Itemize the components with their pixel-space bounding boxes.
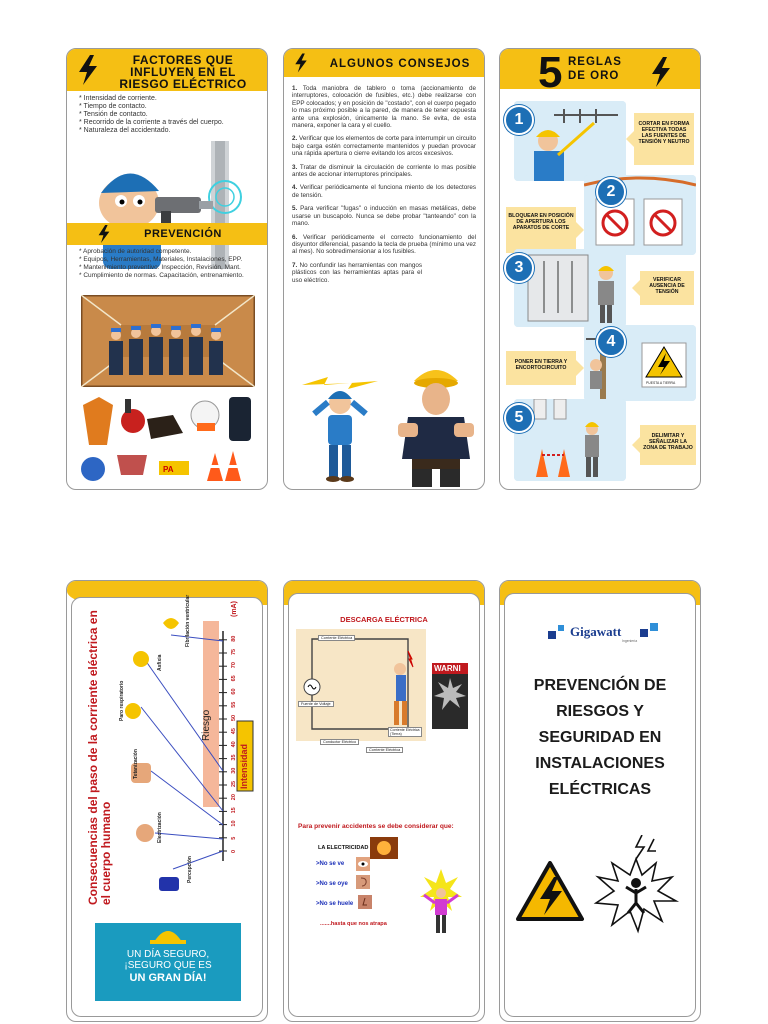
nose-icon — [358, 895, 372, 909]
lightning-bolt-icon — [77, 55, 99, 85]
cover-title-line-2: RIESGOS Y — [556, 703, 644, 720]
banner-line-1: UN DÍA SEGURO, — [126, 949, 210, 960]
axis-tick-label: 40 — [231, 741, 237, 748]
axis-tick-label: 25 — [231, 780, 237, 787]
label-body-current: Corriente Eléctrica (Tierra) — [388, 727, 422, 737]
inner-frame — [504, 593, 696, 1017]
rule-4-label: PONER EN TIERRA Y ENCORTOCIRCUITO — [506, 351, 576, 385]
risk-factor-item: * Tiempo de contacto. — [79, 103, 259, 111]
panel-tips — [283, 48, 485, 490]
axis-tick-label: 50 — [231, 714, 237, 721]
axis-tick-label: 80 — [231, 635, 237, 642]
prevention-item: * Cumplimiento de normas. Capacitación, entrenamiento. — [79, 272, 259, 280]
tape-text: PA — [163, 465, 174, 474]
hardhat-icon — [150, 926, 186, 944]
electrocuted-person-icon — [418, 867, 464, 939]
effects-title: Consecuencias del paso de la corriente eléctrica en el cuerpo humano — [86, 610, 113, 905]
sign-caption: PUESTA A TIERRA — [646, 381, 676, 385]
tip-item — [292, 85, 476, 129]
effect-label: Paro respiratorio — [119, 680, 125, 721]
ear-icon — [356, 875, 370, 889]
electricity-image — [370, 837, 398, 859]
brand-squares-right-icon — [640, 621, 660, 639]
tip-number: 2. — [292, 135, 298, 143]
risk-factors-title: FACTORES QUE INFLUYEN EN EL RIESGO ELÉCTRICO — [119, 53, 247, 91]
rule-1-number: 1 — [504, 105, 534, 135]
axis-tick-label: 5 — [231, 836, 237, 840]
label-conductor: Conductor Eléctrico — [320, 739, 359, 745]
prevention-list — [79, 248, 259, 280]
lightning-bolt-icon — [650, 57, 672, 87]
warning-sign — [432, 663, 468, 729]
golden-rules-number: 5 — [538, 48, 563, 97]
axis-ticks — [219, 636, 237, 853]
prevention-item: * Equipos, Herramientas, Materiales, Instalaciones, EPP. — [79, 256, 259, 264]
rule-1-label: CORTAR EN FORMA EFECTIVA TODAS LAS FUENTES DE TENSIÓN Y NEUTRO — [634, 113, 694, 165]
prevention-item: * Mantenimiento preventivo: Inspección, Revisión, Mant. — [79, 264, 259, 272]
electrician-thumbs-up-illustration — [298, 375, 382, 487]
risk-factor-item: * Recorrido de la corriente a través del cuerpo. — [79, 119, 259, 127]
panel-cover — [499, 580, 701, 1022]
cover-title — [500, 673, 700, 803]
rule-4-number: 4 — [596, 327, 626, 357]
header-tips — [284, 49, 484, 77]
axis-tick-label: 65 — [231, 675, 237, 682]
point-not-smelled: >No se huele — [316, 901, 354, 907]
rule-2-label: BLOQUEAR EN POSICIÓN DE APERTURA LOS APARATOS DE CORTE — [506, 207, 576, 253]
rule-2-number: 2 — [596, 177, 626, 207]
risk-factor-item: * Naturaleza del accidentado. — [79, 127, 259, 135]
closing-text: .......hasta que nos atrapa — [320, 921, 387, 927]
axis-unit: (mA) — [231, 601, 238, 617]
tip-item — [292, 234, 476, 256]
axis-tick-label: 45 — [231, 728, 237, 735]
tip-text: Verificar que los elementos de corte para interrumpir un circuito bajo carga estén correctamente mantenidos y puedan provocar una rápida apertura o cierre evitando los arcos excesivos. — [292, 135, 477, 158]
brand-name: Gigawatt — [570, 624, 622, 639]
high-voltage-warning-icon — [516, 861, 584, 923]
panel-electric-discharge — [283, 580, 485, 1022]
effect-label: Tetanización — [133, 749, 139, 779]
brand-squares-left-icon — [548, 623, 568, 641]
tip-number: 3. — [292, 163, 298, 171]
eye-icon — [356, 857, 370, 871]
warning-text: WARNI — [432, 663, 468, 674]
rule-3-label: VERIFICAR AUSENCIA DE TENSIÓN — [640, 271, 694, 305]
tip-text: Para verificar "fugas" o inducción en masas metálicas, debe usarse un buscapolo. Nunca se debe probar "tanteando" con la mano. — [292, 205, 477, 228]
point-not-seen: >No se ve — [316, 861, 345, 867]
tips-title: ALGUNOS CONSEJOS — [329, 58, 471, 70]
panel-risk-factors — [66, 48, 268, 490]
intensity-label: Intensidad — [239, 743, 249, 789]
axis-tick-label: 30 — [231, 767, 237, 774]
label-top-current: Corriente Eléctrica — [318, 635, 355, 641]
risk-factor-item: * Tensión de contacto. — [79, 111, 259, 119]
point-not-heard: >No se oye — [316, 881, 348, 887]
tip-text: No confundir las herramientas con mangos plásticos con las herramientas aptas para el uso eléctrico. — [292, 261, 423, 284]
risk-factor-item: * Intensidad de corriente. — [79, 95, 259, 103]
electricity-label: LA ELECTRICIDAD — [318, 845, 369, 851]
rule-5-label: DELIMITAR Y SEÑALIZAR LA ZONA DE TRABAJO — [640, 425, 696, 465]
brand-logo — [548, 621, 658, 645]
risk-factors-list — [79, 95, 259, 135]
cover-title-line-4: INSTALACIONES — [535, 755, 665, 772]
axis-tick-label: 55 — [231, 701, 237, 708]
axis-tick-label: 75 — [231, 648, 237, 655]
golden-rules-title: REGLAS DE ORO — [568, 56, 622, 82]
tip-number: 1. — [292, 85, 298, 92]
banner-line-2: ¡SEGURO QUE ES — [124, 960, 212, 971]
effect-label: Percepción — [187, 856, 193, 883]
tip-text: Verificar periódicamente el correcto funcionamiento del disyuntor diferencial, pasando la tecla de prueba (mínimo una vez al mes). No sobredimensionar a los fusibles. — [292, 233, 477, 256]
electrician-worker-photo — [394, 319, 478, 487]
tip-number: 5. — [292, 205, 298, 213]
effect-label: Asfixia — [157, 654, 163, 671]
cover-title-line-3: SEGURIDAD EN — [538, 729, 662, 746]
tips-list — [292, 85, 476, 290]
burst-icon — [432, 674, 468, 714]
prevention-item: * Aprobación de autoridad competente. — [79, 248, 259, 256]
label-voltage-source: Fuente de Voltaje — [298, 701, 334, 707]
tip-number: 7. — [292, 261, 298, 269]
tip-item — [292, 205, 476, 227]
tip-item — [292, 135, 476, 157]
axis-tick-label: 0 — [231, 849, 237, 853]
label-bottom-current: Corriente Eléctrica — [366, 747, 403, 753]
effect-label: Electrización — [157, 812, 163, 843]
panel-golden-rules — [499, 48, 701, 490]
rule-3-number: 3 — [504, 253, 534, 283]
tip-item — [292, 184, 476, 199]
safety-banner — [95, 923, 241, 1001]
axis-tick-label: 20 — [231, 794, 237, 801]
axis-tick-label: 35 — [231, 754, 237, 761]
discharge-title: DESCARGA ELÉCTRICA — [340, 615, 428, 624]
tip-text: Toda maniobra de tablero o toma (accionamiento de interruptores, colocación de fusibles, etc.) debe realizarse con EPP colocados; y en posición de "costado", con el cuerpo pegado lo mas próximo posible a la pared, de manera de tener expuesta ante una explosión, únicamente la mano. Se evita, de esta manera, exponer la cara y el cuello. — [292, 85, 476, 130]
discharge-circuit-diagram — [296, 629, 426, 741]
tip-text: Tratar de disminuir la circulación de corriente lo mas posible antes de accionar interruptores principales. — [292, 163, 476, 179]
axis-tick-label: 70 — [231, 662, 237, 669]
lightning-bolt-icon — [294, 53, 308, 73]
banner-line-3: UN GRAN DÍA! — [129, 972, 207, 984]
team-photo — [81, 295, 255, 387]
axis-tick-label: 10 — [231, 820, 237, 827]
tip-item — [292, 262, 422, 284]
risk-label: Riesgo — [201, 709, 212, 741]
prevention-title: PREVENCIÓN — [144, 228, 222, 240]
header-golden-rules — [500, 48, 700, 97]
ppe-equipment-illustration — [77, 395, 261, 487]
effect-label: Fibrilación ventricular — [185, 594, 191, 647]
consider-text: Para prevenir accidentes se debe considerar que: — [298, 823, 454, 830]
panel-body-effects — [66, 580, 268, 1022]
brand-subtitle: Ingeniería — [622, 639, 638, 643]
tip-number: 4. — [292, 184, 298, 192]
electric-shock-icon — [590, 835, 682, 935]
header-prevention — [67, 223, 267, 245]
rule-5-number: 5 — [504, 403, 534, 433]
tip-text: Verificar periódicamente el funciona miento de los detectores de tensión. — [292, 184, 476, 199]
axis-tick-label: 60 — [231, 688, 237, 695]
axis-tick-label: 15 — [231, 807, 237, 814]
cover-title-line-1: PREVENCIÓN DE — [533, 677, 667, 694]
tip-number: 6. — [292, 233, 298, 241]
header-risk-factors — [67, 49, 267, 91]
tip-item — [292, 164, 476, 179]
cover-title-line-5: ELÉCTRICAS — [548, 781, 652, 798]
